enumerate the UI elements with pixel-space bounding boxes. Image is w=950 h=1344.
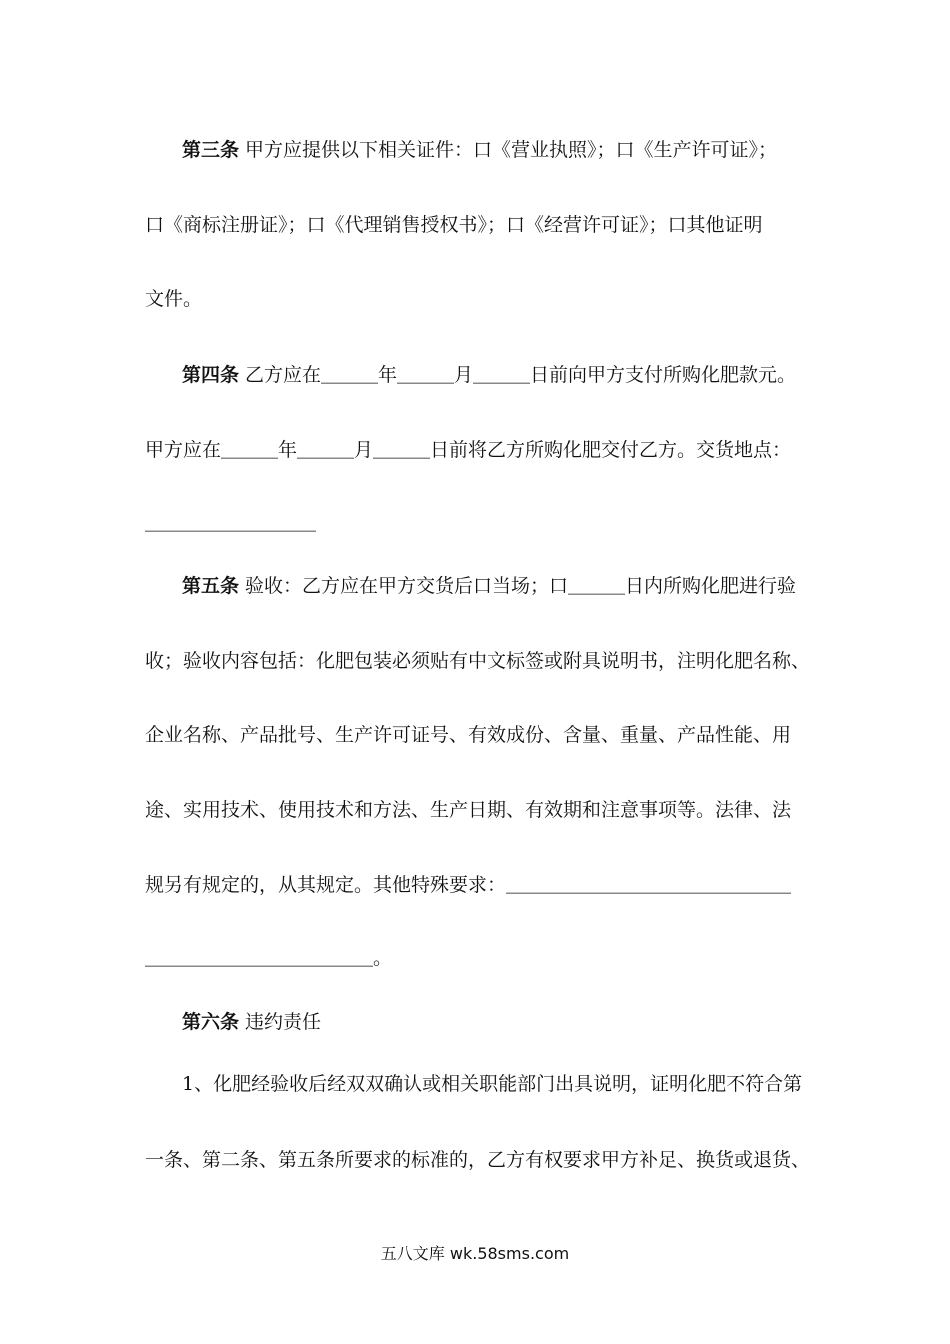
article3-line2: 口《商标注册证》；口《代理销售授权书》；口《经营许可证》；口其他证明: [145, 214, 763, 236]
article3-text-1: 甲方应提供以下相关证件：口《营业执照》；口《生产许可证》；: [239, 139, 778, 161]
article6-heading: 第六条: [182, 1011, 240, 1033]
article5-line4: 途、实用技术、使用技术和方法、生产日期、有效期和注意事项等。法律、法: [145, 799, 792, 821]
article4-line3: ＿＿＿＿＿＿＿＿＿: [145, 512, 317, 534]
footer-watermark-text: 五八文库 wk.58sms.com: [380, 1244, 570, 1263]
article6-item1-line1: [182, 1071, 802, 1097]
article3-line3: 文件。: [145, 288, 203, 310]
article5-line1: [182, 573, 796, 599]
article5-heading: 第五条: [182, 575, 240, 597]
article6-item1-text-1: 、化肥经验收后经双双确认或相关职能部门出具说明，证明化肥不符合第: [194, 1073, 803, 1095]
article6-title: 违约责任: [239, 1011, 322, 1033]
article5-line3: 企业名称、产品批号、生产许可证号、有效成份、含量、重量、产品性能、用: [145, 724, 792, 746]
article5-line5: 规另有规定的，从其规定。其他特殊要求：＿＿＿＿＿＿＿＿＿＿＿＿＿＿＿: [145, 874, 792, 896]
article4-heading: 第四条: [182, 364, 240, 386]
article4-line1: [182, 362, 796, 388]
article5-line2: 收；验收内容包括：化肥包装必须贴有中文标签或附具说明书，注明化肥名称、: [145, 650, 811, 672]
article4-line2: 甲方应在＿＿＿年＿＿＿月＿＿＿日前将乙方所购化肥交付乙方。交货地点：: [145, 439, 792, 461]
article4-text-1: 乙方应在＿＿＿年＿＿＿月＿＿＿日前向甲方支付所购化肥款元。: [239, 364, 797, 386]
article5-line6: ＿＿＿＿＿＿＿＿＿＿＿＿。: [145, 947, 393, 969]
article6-line1: [182, 1009, 321, 1035]
article5-text-1: 验收：乙方应在甲方交货后口当场；口＿＿＿日内所购化肥进行验: [239, 575, 797, 597]
article6-item1-number: 1: [182, 1073, 195, 1095]
article6-item1-line2: 一条、第二条、第五条所要求的标准的，乙方有权要求甲方补足、换货或退货、: [145, 1149, 811, 1171]
article3-heading: 第三条: [182, 139, 240, 161]
article3-line1: [182, 137, 777, 163]
